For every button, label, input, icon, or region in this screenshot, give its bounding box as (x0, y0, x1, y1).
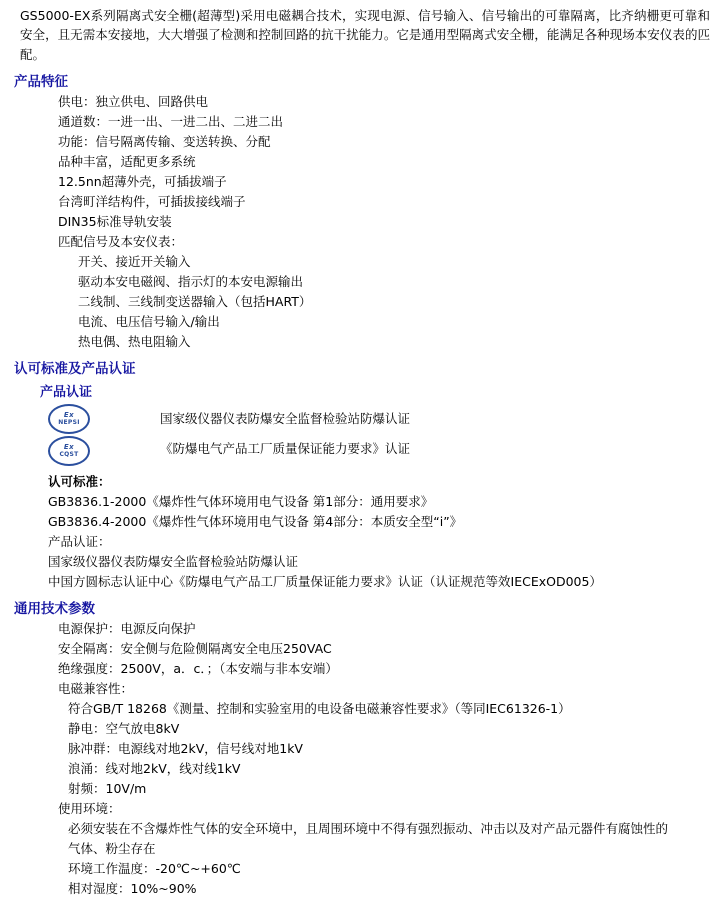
feature-item: 供电：独立供电、回路供电 (58, 94, 209, 110)
feature-item: DIN35标准导轨安装 (58, 214, 172, 230)
feature-item: 匹配信号及本安仪表： (58, 234, 184, 250)
approval-line: GB3836.1-2000《爆炸性气体环境用电气设备 第1部分：通用要求》 (48, 494, 434, 510)
section-heading-features: 产品特征 (14, 74, 68, 91)
use-environment-item: 相对湿度：10%~90% (68, 881, 197, 897)
use-environment-item: 环境工作温度：-20℃~+60℃ (68, 861, 241, 877)
spec-item: 安全隔离：安全侧与危险侧隔离安全电压250VAC (58, 641, 332, 657)
emc-item: 脉冲群：电源线对地2kV，信号线对地1kV (68, 741, 303, 757)
cqst-seal-icon (48, 436, 90, 466)
use-environment-item: 必须安装在不含爆炸性气体的安全环境中，且周围环境中不得有强烈振动、冲击以及对产品元器件有腐蚀性的 (68, 821, 669, 837)
spec-item: 电源保护：电源反向保护 (58, 621, 196, 637)
feature-sub-item: 二线制、三线制变送器输入（包括HART） (78, 294, 312, 310)
certification-line: 《防爆电气产品工厂质量保证能力要求》认证 (160, 440, 411, 456)
section-heading-general-specs: 通用技术参数 (14, 601, 95, 618)
feature-sub-item: 驱动本安电磁阀、指示灯的本安电源输出 (78, 274, 304, 290)
use-environment-item: 气体、粉尘存在 (68, 841, 156, 857)
seal-code-label: NEPSI (58, 418, 80, 426)
product-certification-line: 国家级仪器仪表防爆安全监督检验站防爆认证 (48, 554, 299, 570)
spec-item: 电磁兼容性： (58, 681, 134, 697)
product-certification-line: 中国方圆标志认证中心《防爆电气产品工厂质量保证能力要求》认证（认证规范等效IECExOD005） (48, 574, 602, 590)
feature-sub-item: 开关、接近开关输入 (78, 254, 191, 270)
feature-item: 12.5nn超薄外壳，可插拔端子 (58, 174, 227, 190)
emc-item: 静电：空气放电8kV (68, 721, 180, 737)
subheading-product-certification-2: 产品认证： (48, 534, 111, 550)
subheading-product-certification: 产品认证 (40, 385, 93, 401)
feature-item: 通道数：一进一出、一进二出、二进二出 (58, 114, 284, 130)
feature-item: 功能：信号隔离传输、变送转换、分配 (58, 134, 271, 150)
emc-item: 射频：10V/m (68, 781, 147, 797)
nepsi-seal-icon (48, 404, 90, 434)
feature-item: 台湾町洋结构件，可插拔接线端子 (58, 194, 246, 210)
emc-item: 浪涌：线对地2kV，线对线1kV (68, 761, 241, 777)
seal-code-label: CQST (59, 450, 79, 458)
approval-line: GB3836.4-2000《爆炸性气体环境用电气设备 第4部分：本质安全型“i”》 (48, 514, 463, 530)
certification-line: 国家级仪器仪表防爆安全监督检验站防爆认证 (160, 411, 411, 427)
certification-text (160, 402, 720, 461)
spec-item: 绝缘强度：2500V，a．c．；（本安端与非本安端） (58, 661, 338, 677)
certification-seals (48, 404, 94, 466)
feature-sub-item: 电流、电压信号输入/输出 (78, 314, 220, 330)
emc-item: 符合GB/T 18268《测量、控制和实验室用的电设备电磁兼容性要求》（等同IEC61326-1） (68, 701, 571, 717)
subheading-use-environment: 使用环境： (58, 801, 121, 817)
feature-sub-item: 热电偶、热电阻输入 (78, 334, 191, 350)
seal-ex-label: Ex (63, 411, 75, 420)
subheading-approval-standards: 认可标准： (48, 474, 111, 490)
section-heading-standards: 认可标准及产品认证 (14, 361, 136, 378)
intro-paragraph: GS5000-EX系列隔离式安全栅(超薄型)采用电磁耦合技术，实现电源、信号输入、信号输出的可靠隔离，比齐纳栅更可靠和安全，且无需本安接地，大大增强了检测和控制回路的抗干扰能力。它是通用型隔离式安全栅，能满足各种现场本安仪表的匹配。 (20, 8, 710, 62)
seal-ex-label: Ex (63, 443, 75, 452)
document-page (0, 6, 720, 897)
feature-item: 品种丰富，适配更多系统 (58, 154, 196, 170)
certification-block (0, 402, 720, 468)
